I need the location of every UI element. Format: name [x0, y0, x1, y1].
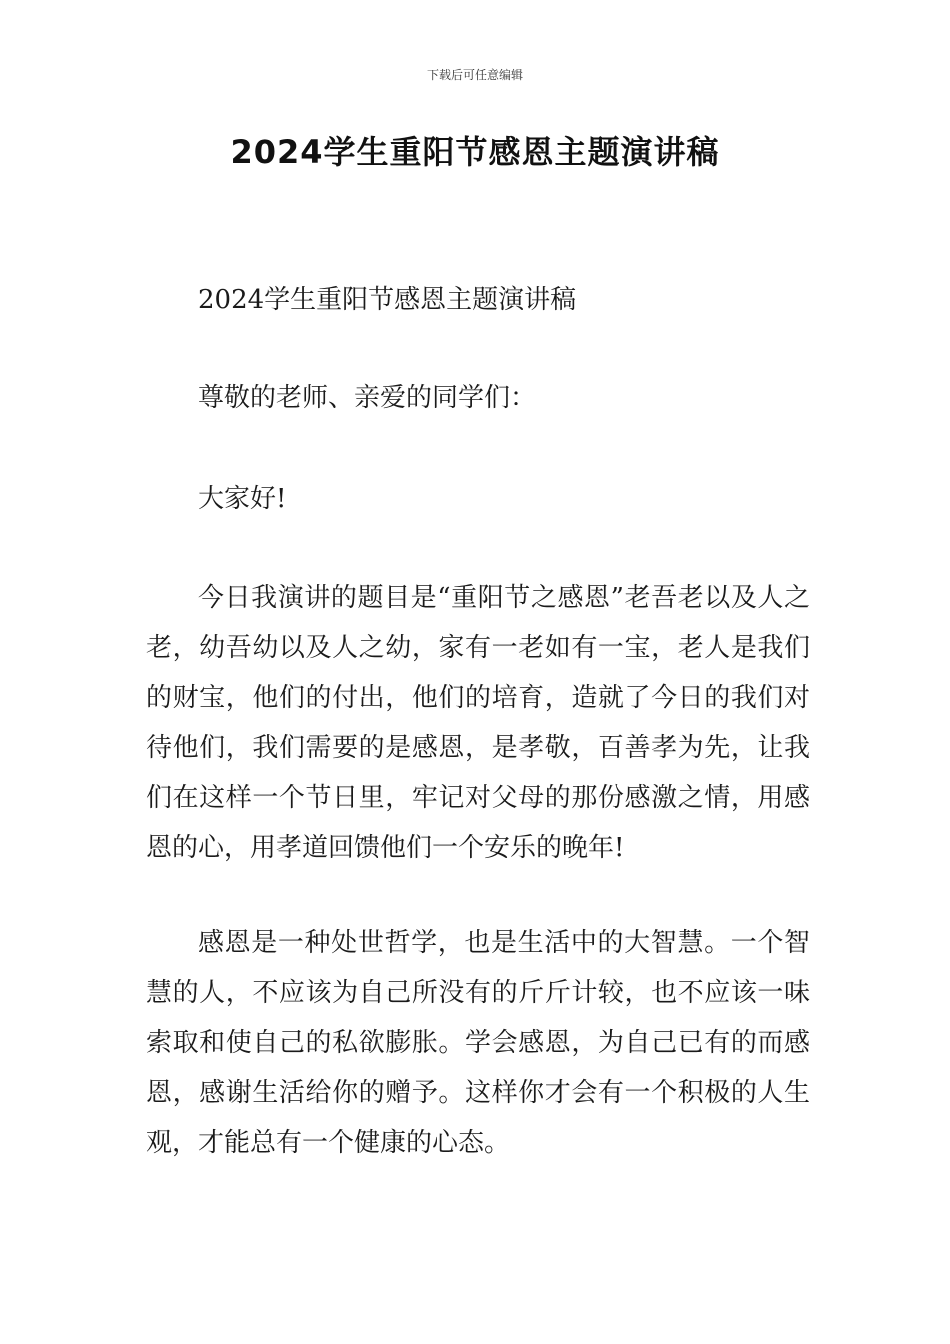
body-paragraph: 感恩是一种处世哲学，也是生活中的大智慧。一个智慧的人，不应该为自己所没有的斤斤计较，也不应该一味索取和使自己的私欲膨胀。学会感恩，为自己已有的而感恩，感谢生活给你的赠予。这样你才会有一个积极的人生观，才能总有一个健康的心态。 — [146, 928, 810, 1158]
page-title: 2024学生重阳节感恩主题演讲稿 — [230, 133, 720, 171]
header-note: 下载后可任意编辑 — [426, 68, 523, 82]
greeting: 大家好! — [198, 484, 287, 514]
salutation: 尊敬的老师、亲爱的同学们： — [198, 383, 537, 413]
paragraph-block-2 — [146, 918, 810, 1168]
greeting-block — [146, 483, 810, 515]
body-paragraph: 今日我演讲的题目是“重阳节之感恩”老吾老以及人之老，幼吾幼以及人之幼，家有一老如有一宝，老人是我们的财宝，他们的付出，他们的培育，造就了今日的我们对待他们，我们需要的是感恩，是孝敬，百善孝为先，让我们在这样一个节日里，牢记对父母的那份感激之情，用感恩的心，用孝道回馈他们一个安乐的晚年! — [146, 583, 810, 863]
subtitle-line: 2024学生重阳节感恩主题演讲稿 — [198, 285, 577, 315]
subtitle-line-block — [146, 284, 810, 316]
salutation-block — [146, 382, 810, 414]
paragraph-block-1 — [146, 573, 810, 873]
